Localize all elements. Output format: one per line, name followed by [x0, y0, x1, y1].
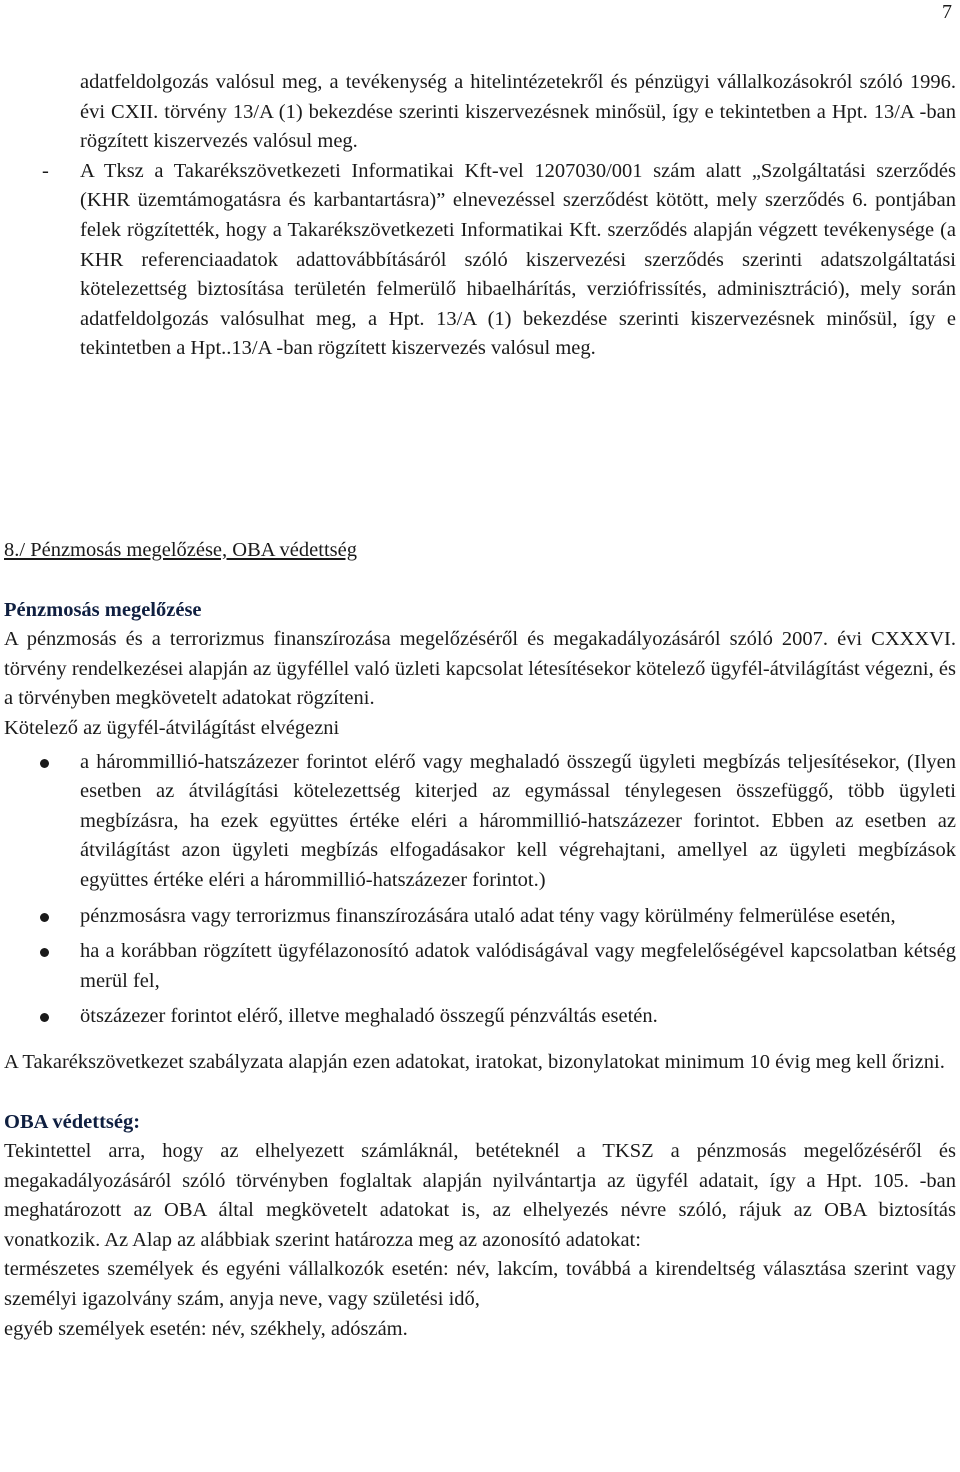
bullet-icon [40, 1013, 49, 1022]
oba-paragraph: Tekintettel arra, hogy az elhelyezett számláknál, betéteknél a TKSZ a pénzmosás megelőzéséről és megakadályozásáról szóló törvényben foglaltak alapján nyilvántartja az ügyfél adatait, így a Hpt. 105. -ban meghatározott az OBA által megkövetelt adatokat is, az elhelyezés névre szóló, rájuk az OBA biztosítás vonatkozik. Az Alap az alábbiak szerint határozza meg az azonosító adatokat: [4, 1140, 956, 1251]
intro-block [4, 68, 956, 364]
page-number: 7 [942, 1, 952, 23]
penzmosas-paragraph: A pénzmosás és a terrorizmus finanszírozása megelőzéséről és megakadályozásáról szóló 2007. évi CXXXVI. törvény rendelkezései alapján az ügyféllel való üzleti kapcsolat létesítésekor kötelező ügyfél-átvilágítást végezni, és a törvényben megkövetelt adatokat rögzíteni. [4, 628, 956, 710]
retention-paragraph: A Takarékszövetkezet szabályzata alapján ezen adatokat, iratokat, bizonylatokat minimum 10 évig meg kell őrizni. [4, 1050, 945, 1073]
natural-persons-paragraph: természetes személyek és egyéni vállalkozók esetén: név, lakcím, továbbá a kirendeltség választása szerint vagy személyi igazolvány szám, anyja neve, vagy születési idő, [4, 1258, 956, 1311]
bullet-icon [40, 948, 49, 957]
list-item [4, 937, 956, 996]
list-intro: Kötelező az ügyfél-átvilágítást elvégezni [4, 716, 340, 739]
list-item [4, 748, 956, 896]
section-title: 8./ Pénzmosás megelőzése, OBA védettség [4, 539, 357, 561]
subheading-penzmosas: Pénzmosás megelőzése [4, 598, 202, 621]
list-item-text: pénzmosásra vagy terrorizmus finanszírozására utaló adat tény vagy körülmény felmerülése esetén, [80, 904, 896, 927]
list-item [4, 1002, 956, 1032]
other-persons-paragraph: egyéb személyek esetén: név, székhely, adószám. [4, 1317, 408, 1340]
bullet-icon [40, 759, 49, 768]
bullet-icon [40, 913, 49, 922]
intro-paragraph: adatfeldolgozás valósul meg, a tevékenység a hitelintézetekről és pénzügyi vállalkozásokról szóló 1996. évi CXII. törvény 13/A (1) bekezdése szerinti kiszervezésnek minősül, így e tekintetben a Hpt. 13/A -ban rögzített kiszervezés valósul meg. [80, 71, 956, 153]
list-item-text: a hárommillió-hatszázezer forintot elérő vagy meghaladó összegű ügyleti megbízás teljesítésekor, (Ilyen esetben az átvilágítási kötelezettség kiterjed az egymással ténylegesen összefüggő, több ügyleti megbízásra, ha ezek együttes értéke eléri a hárommillió-hatszázezer forintot. Ebben az esetben az átvilágítást azon ügyleti megbízás elfogadásakor kell végrehajtani, amellyel az ügyleti megbízások együttes értéke eléri a hárommillió-hatszázezer forintot.) [80, 750, 956, 891]
section-8 [4, 536, 956, 1344]
dash-marker: - [42, 159, 49, 182]
obligation-list [4, 748, 956, 1032]
dash-paragraph-text: A Tksz a Takarékszövetkezeti Informatikai Kft-vel 1207030/001 szám alatt „Szolgáltatási szerződés (KHR üzemtámogatásra és karbantartásra)” elnevezéssel szerződést kötött, mely szerződés 6. pontjában felek rögzítették, hogy a Takarékszövetkezeti Informatikai Kft. szerződés alapján végzett tevékenysége (a KHR referenciaadatok adattovábbításáról szóló kiszervezési szerződés szerinti adatszolgáltatási kötelezettség biztosítása területén felmerülő hibaelhárítás, verziófrissítés, adminisztráció), mely során adatfeldolgozás valósulhat meg, a Hpt. 13/A (1) bekezdése szerinti kiszervezésnek minősül, így e tekintetben a Hpt..13/A -ban rögzített kiszervezés valósul meg. [80, 159, 956, 360]
list-item-text: ötszázezer forintot elérő, illetve meghaladó összegű pénzváltás esetén. [80, 1005, 658, 1028]
dash-paragraph [4, 157, 956, 364]
list-item [4, 902, 956, 932]
list-item-text: ha a korábban rögzített ügyfélazonosító adatok valódiságával vagy megfelelőségével kapcsolatban kétség merül fel, [80, 940, 956, 992]
subheading-oba: OBA védettség: [4, 1110, 141, 1133]
